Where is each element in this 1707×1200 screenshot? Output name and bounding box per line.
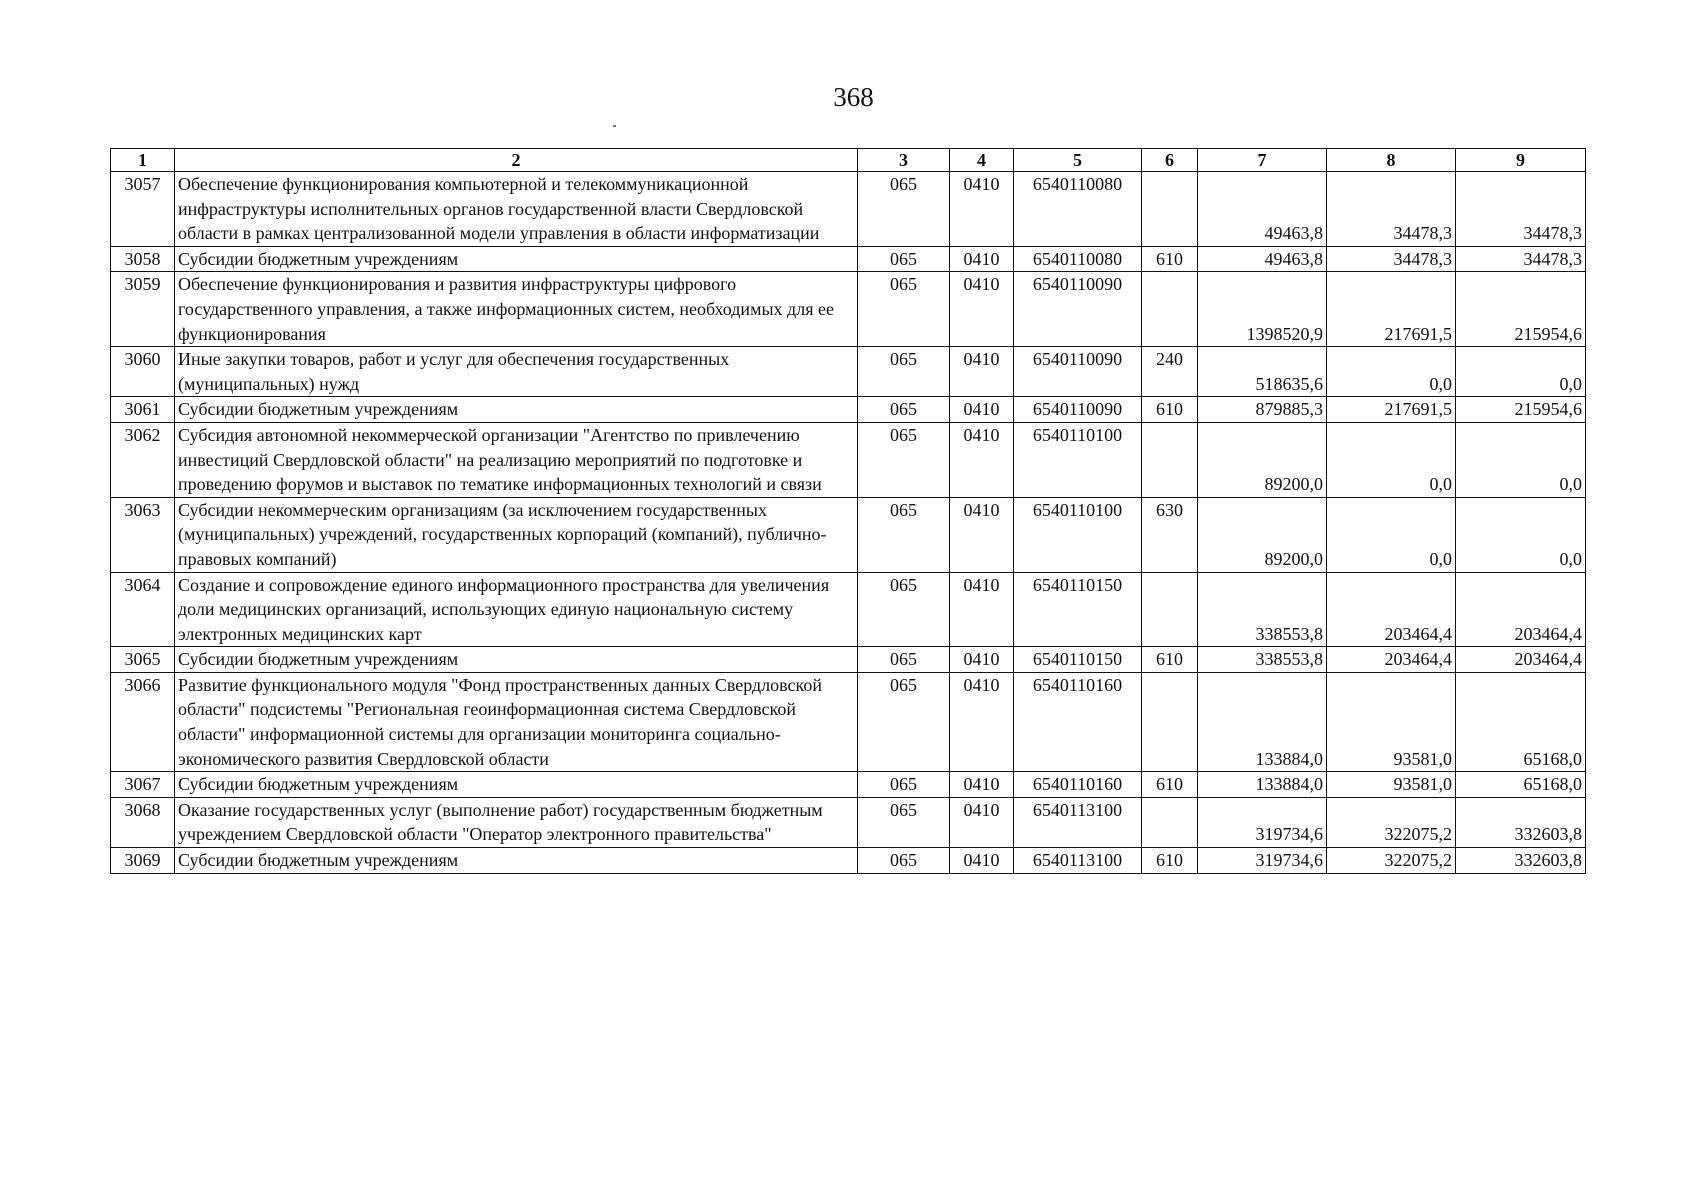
row-col-8: 34478,3	[1327, 246, 1456, 272]
row-col-9: 34478,3	[1456, 246, 1586, 272]
row-col-8: 322075,2	[1327, 797, 1456, 847]
row-col-7: 338553,8	[1198, 572, 1327, 647]
row-col-9: 332603,8	[1456, 797, 1586, 847]
row-col-9: 0,0	[1456, 497, 1586, 572]
row-col-8: 93581,0	[1327, 772, 1456, 798]
row-col-4: 0410	[950, 497, 1014, 572]
row-name: Субсидии бюджетным учреждениям	[175, 397, 858, 423]
row-number: 3068	[111, 797, 175, 847]
row-col-6: 610	[1142, 647, 1198, 673]
row-col-5: 6540110160	[1014, 672, 1142, 771]
row-col-4: 0410	[950, 272, 1014, 347]
row-col-4: 0410	[950, 397, 1014, 423]
row-number: 3063	[111, 497, 175, 572]
table-body	[111, 172, 1586, 874]
row-col-9: 34478,3	[1456, 172, 1586, 247]
row-col-3: 065	[858, 347, 950, 397]
row-col-9: 65168,0	[1456, 772, 1586, 798]
row-number: 3067	[111, 772, 175, 798]
header-col-3: 3	[858, 149, 950, 172]
row-col-7: 518635,6	[1198, 347, 1327, 397]
header-col-7: 7	[1198, 149, 1327, 172]
row-number: 3059	[111, 272, 175, 347]
row-col-6: 610	[1142, 397, 1198, 423]
table-row	[111, 797, 1586, 847]
header-col-2: 2	[175, 149, 858, 172]
row-col-8: 203464,4	[1327, 572, 1456, 647]
table-row	[111, 272, 1586, 347]
row-number: 3064	[111, 572, 175, 647]
row-col-7: 49463,8	[1198, 246, 1327, 272]
table-row	[111, 647, 1586, 673]
row-col-7: 89200,0	[1198, 422, 1327, 497]
row-col-8: 322075,2	[1327, 848, 1456, 874]
row-col-9: 0,0	[1456, 422, 1586, 497]
row-col-6: 610	[1142, 772, 1198, 798]
table-row	[111, 497, 1586, 572]
row-col-5: 6540113100	[1014, 797, 1142, 847]
row-name: Оказание государственных услуг (выполнение работ) государственным бюджетным учреждением Свердловской области "Оператор электронного правительства"	[175, 797, 858, 847]
row-col-5: 6540113100	[1014, 848, 1142, 874]
row-col-5: 6540110150	[1014, 647, 1142, 673]
header-col-9: 9	[1456, 149, 1586, 172]
row-col-3: 065	[858, 672, 950, 771]
row-col-3: 065	[858, 647, 950, 673]
row-col-5: 6540110160	[1014, 772, 1142, 798]
row-number: 3061	[111, 397, 175, 423]
table-row	[111, 672, 1586, 771]
row-col-5: 6540110090	[1014, 347, 1142, 397]
row-name: Субсидии некоммерческим организациям (за исключением государственных (муниципальных) учреждений, государственных корпораций (компаний), публично-правовых компаний)	[175, 497, 858, 572]
row-col-4: 0410	[950, 797, 1014, 847]
header-col-6: 6	[1142, 149, 1198, 172]
row-col-5: 6540110080	[1014, 246, 1142, 272]
row-name: Субсидии бюджетным учреждениям	[175, 647, 858, 673]
table-row	[111, 172, 1586, 247]
row-name: Развитие функционального модуля "Фонд пространственных данных Свердловской области" подсистемы "Региональная геоинформационная система Свердловской области" информационной системы для организации мониторинга социально-экономического развития Свердловской области	[175, 672, 858, 771]
row-col-3: 065	[858, 848, 950, 874]
row-col-7: 319734,6	[1198, 797, 1327, 847]
row-col-7: 1398520,9	[1198, 272, 1327, 347]
row-name: Создание и сопровождение единого информационного пространства для увеличения доли медицинских организаций, использующих единую национальную систему электронных медицинских карт	[175, 572, 858, 647]
row-col-6	[1142, 172, 1198, 247]
row-name: Субсидии бюджетным учреждениям	[175, 848, 858, 874]
row-col-3: 065	[858, 272, 950, 347]
table-header	[111, 149, 1586, 172]
table-row	[111, 772, 1586, 798]
row-col-8: 93581,0	[1327, 672, 1456, 771]
header-col-5: 5	[1014, 149, 1142, 172]
table-row	[111, 848, 1586, 874]
row-col-9: 203464,4	[1456, 572, 1586, 647]
row-col-9: 0,0	[1456, 347, 1586, 397]
row-col-9: 215954,6	[1456, 272, 1586, 347]
header-col-1: 1	[111, 149, 175, 172]
row-col-6	[1142, 272, 1198, 347]
row-col-4: 0410	[950, 572, 1014, 647]
header-col-8: 8	[1327, 149, 1456, 172]
row-col-5: 6540110100	[1014, 497, 1142, 572]
row-col-9: 65168,0	[1456, 672, 1586, 771]
page-number: 368	[833, 82, 874, 112]
row-col-7: 133884,0	[1198, 772, 1327, 798]
row-number: 3062	[111, 422, 175, 497]
row-col-6: 630	[1142, 497, 1198, 572]
row-name: Обеспечение функционирования компьютерной и телекоммуникационной инфраструктуры исполнительных органов государственной власти Свердловской области в рамках централизованной модели управления в области информатизации	[175, 172, 858, 247]
row-col-3: 065	[858, 772, 950, 798]
row-col-4: 0410	[950, 347, 1014, 397]
row-col-3: 065	[858, 572, 950, 647]
row-col-7: 319734,6	[1198, 848, 1327, 874]
row-col-6: 610	[1142, 848, 1198, 874]
row-col-4: 0410	[950, 647, 1014, 673]
row-col-5: 6540110080	[1014, 172, 1142, 247]
row-name: Субсидии бюджетным учреждениям	[175, 246, 858, 272]
row-number: 3058	[111, 246, 175, 272]
row-col-7: 89200,0	[1198, 497, 1327, 572]
row-col-5: 6540110150	[1014, 572, 1142, 647]
row-col-7: 879885,3	[1198, 397, 1327, 423]
row-number: 3057	[111, 172, 175, 247]
table-row	[111, 422, 1586, 497]
row-col-7: 338553,8	[1198, 647, 1327, 673]
row-name: Субсидии бюджетным учреждениям	[175, 772, 858, 798]
row-col-9: 332603,8	[1456, 848, 1586, 874]
row-col-8: 34478,3	[1327, 172, 1456, 247]
row-number: 3066	[111, 672, 175, 771]
row-name: Обеспечение функционирования и развития инфраструктуры цифрового государственного управления, а также информационных систем, необходимых для ее функционирования	[175, 272, 858, 347]
row-col-4: 0410	[950, 422, 1014, 497]
row-col-8: 0,0	[1327, 422, 1456, 497]
row-col-3: 065	[858, 797, 950, 847]
row-number: 3060	[111, 347, 175, 397]
row-col-4: 0410	[950, 246, 1014, 272]
row-col-6	[1142, 572, 1198, 647]
row-number: 3065	[111, 647, 175, 673]
row-col-6: 240	[1142, 347, 1198, 397]
row-col-5: 6540110090	[1014, 272, 1142, 347]
row-col-6	[1142, 672, 1198, 771]
row-col-3: 065	[858, 172, 950, 247]
row-col-3: 065	[858, 497, 950, 572]
table-row	[111, 347, 1586, 397]
row-name: Иные закупки товаров, работ и услуг для обеспечения государственных (муниципальных) нужд	[175, 347, 858, 397]
row-number: 3069	[111, 848, 175, 874]
row-col-8: 217691,5	[1327, 397, 1456, 423]
row-col-7: 49463,8	[1198, 172, 1327, 247]
row-col-4: 0410	[950, 772, 1014, 798]
scan-speck	[613, 125, 616, 127]
table-row	[111, 572, 1586, 647]
table-row	[111, 246, 1586, 272]
row-col-6	[1142, 422, 1198, 497]
row-col-8: 0,0	[1327, 347, 1456, 397]
row-col-8: 0,0	[1327, 497, 1456, 572]
header-row	[111, 149, 1586, 172]
row-col-9: 215954,6	[1456, 397, 1586, 423]
row-col-8: 203464,4	[1327, 647, 1456, 673]
row-name: Субсидия автономной некоммерческой организации "Агентство по привлечению инвестиций Свердловской области" на реализацию мероприятий по подготовке и проведению форумов и выставок по тематике информационных технологий и связи	[175, 422, 858, 497]
row-col-3: 065	[858, 397, 950, 423]
row-col-9: 203464,4	[1456, 647, 1586, 673]
row-col-4: 0410	[950, 848, 1014, 874]
row-col-5: 6540110090	[1014, 397, 1142, 423]
budget-table	[110, 148, 1586, 874]
row-col-3: 065	[858, 422, 950, 497]
row-col-5: 6540110100	[1014, 422, 1142, 497]
table-row	[111, 397, 1586, 423]
row-col-8: 217691,5	[1327, 272, 1456, 347]
row-col-4: 0410	[950, 172, 1014, 247]
header-col-4: 4	[950, 149, 1014, 172]
row-col-6: 610	[1142, 246, 1198, 272]
row-col-4: 0410	[950, 672, 1014, 771]
row-col-7: 133884,0	[1198, 672, 1327, 771]
row-col-3: 065	[858, 246, 950, 272]
row-col-6	[1142, 797, 1198, 847]
